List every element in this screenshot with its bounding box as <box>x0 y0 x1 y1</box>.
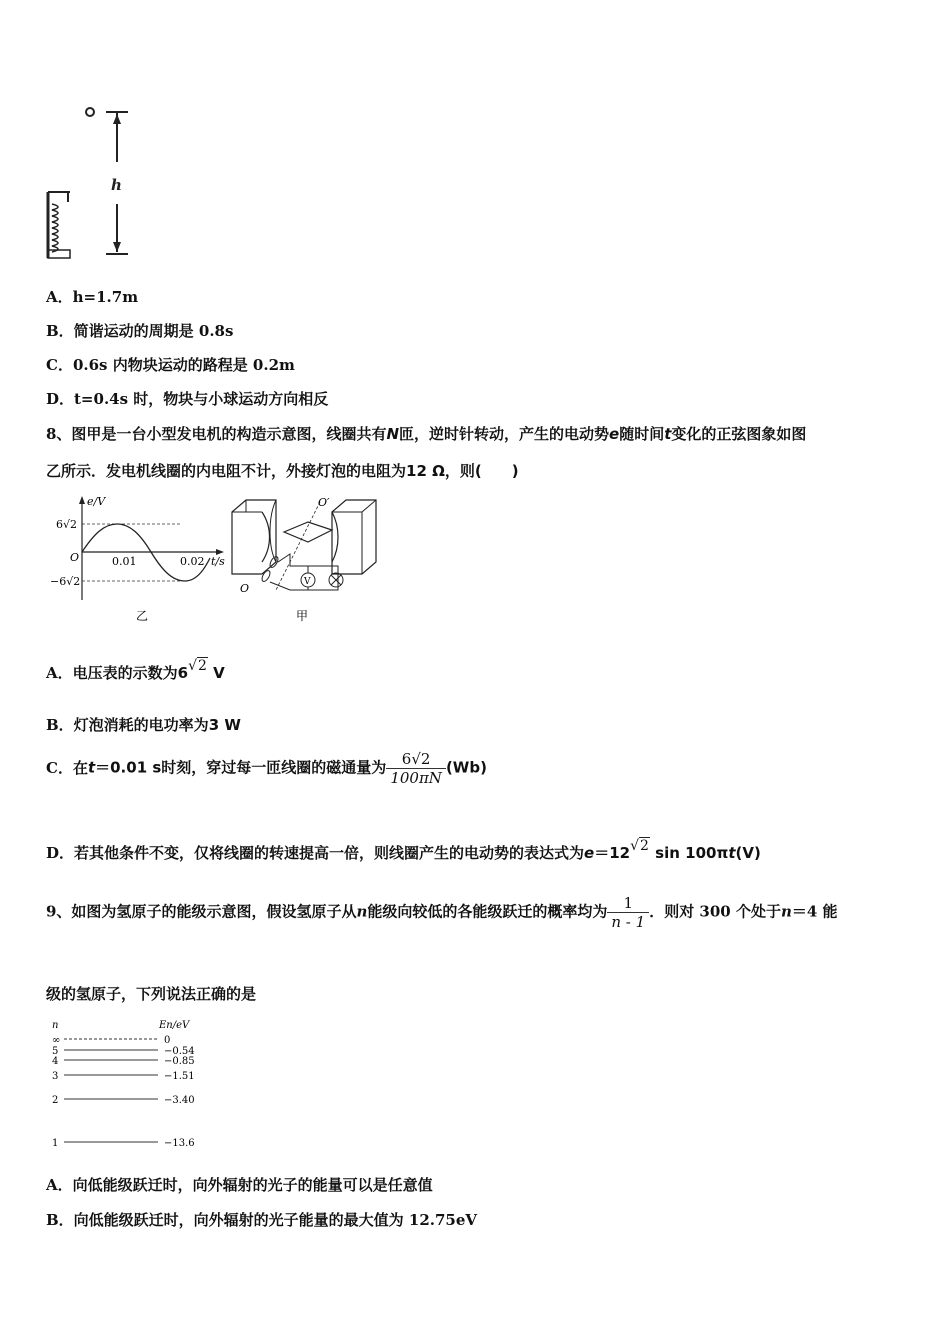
q9-option-b: B．向低能级跃迁时，向外辐射的光子能量的最大值为 12.75eV <box>46 1211 478 1229</box>
voltmeter-label: V <box>304 577 311 587</box>
axis-bottom-label: O <box>240 582 250 595</box>
q7-option-c: C．0.6s 内物块运动的路程是 0.2m <box>46 356 295 374</box>
q8-stem-line1: 8、图甲是一台小型发电机的构造示意图，线圈共有N匝，逆时针转动，产生的电动势e随时间t变化的正弦图象如图 <box>46 425 807 443</box>
level-energy-label: 0 <box>164 1035 171 1046</box>
graph-caption: 乙 <box>136 609 149 623</box>
q9-option-a: A．向低能级跃迁时，向外辐射的光子的能量可以是任意值 <box>46 1176 433 1194</box>
q8-option-b: B．灯泡消耗的电功率为3 W <box>46 716 241 734</box>
q8-option-a: A．电压表的示数为6√2 V <box>46 658 225 682</box>
graph-yneg: −6√2 <box>50 575 81 588</box>
probability-fraction: $\frac{1}{n - 1}$ <box>607 894 649 931</box>
level-n-label: ∞ <box>52 1035 61 1046</box>
level-n-label: 5 <box>52 1046 59 1057</box>
level-energy-label: −13.6 <box>164 1138 195 1149</box>
level-n-label: 3 <box>52 1071 59 1082</box>
energy-level-diagram <box>46 1014 206 1154</box>
h-label: h <box>111 176 122 194</box>
q8-sine-graph <box>50 492 230 627</box>
graph-x2: 0.02 <box>180 555 205 568</box>
flux-fraction: $\frac{6√2}{100\pi N}$ <box>386 750 446 787</box>
q7-option-d: D．t=0.4s 时，物块与小球运动方向相反 <box>46 390 329 408</box>
q9-stem-line2: 级的氢原子，下列说法正确的是 <box>46 985 257 1003</box>
q7-option-a: A．h=1.7m <box>46 288 139 306</box>
level-energy-label: −0.85 <box>164 1056 195 1067</box>
level-n-label: 4 <box>52 1056 59 1067</box>
generator-caption: 甲 <box>296 609 309 623</box>
level-energy-label: −0.54 <box>164 1046 195 1057</box>
q8-option-d: D．若其他条件不变，仅将线圈的转速提高一倍，则线圈产生的电动势的表达式为e＝12√2 sin 100πt(V) <box>46 838 761 862</box>
graph-ypos: 6√2 <box>56 518 78 531</box>
axis-top-label: O′ <box>318 496 330 509</box>
level-energy-label: −3.40 <box>164 1095 195 1106</box>
level-n-header: n <box>52 1020 59 1031</box>
graph-xlabel: t/s <box>211 555 225 568</box>
q8-option-c: C．在t＝0.01 s时刻，穿过每一匝线圈的磁通量为 $\frac{6√2}{100\pi N}$ (Wb) <box>46 750 487 787</box>
q8-generator-figure <box>228 492 388 627</box>
q9-stem-line1: 9、如图为氢原子的能级示意图，假设氢原子从n能级向较低的各能级跃迁的概率均为 $\frac{1}{n - 1}$ ．则对 300 个处于n＝4 能 <box>46 894 838 931</box>
q7-option-b: B．简谐运动的周期是 0.8s <box>46 322 234 340</box>
level-n-label: 1 <box>52 1138 59 1149</box>
ball <box>86 108 94 116</box>
spring-ball-figure <box>44 100 144 265</box>
q8-stem-line2: 乙所示．发电机线圈的内电阻不计，外接灯泡的电阻为12 Ω，则( ) <box>46 462 519 480</box>
graph-origin: O <box>70 551 80 564</box>
level-e-header: En/eV <box>159 1020 190 1031</box>
level-energy-label: −1.51 <box>164 1071 195 1082</box>
graph-ylabel: e/V <box>87 495 106 508</box>
graph-x1: 0.01 <box>112 555 137 568</box>
level-n-label: 2 <box>52 1095 59 1106</box>
